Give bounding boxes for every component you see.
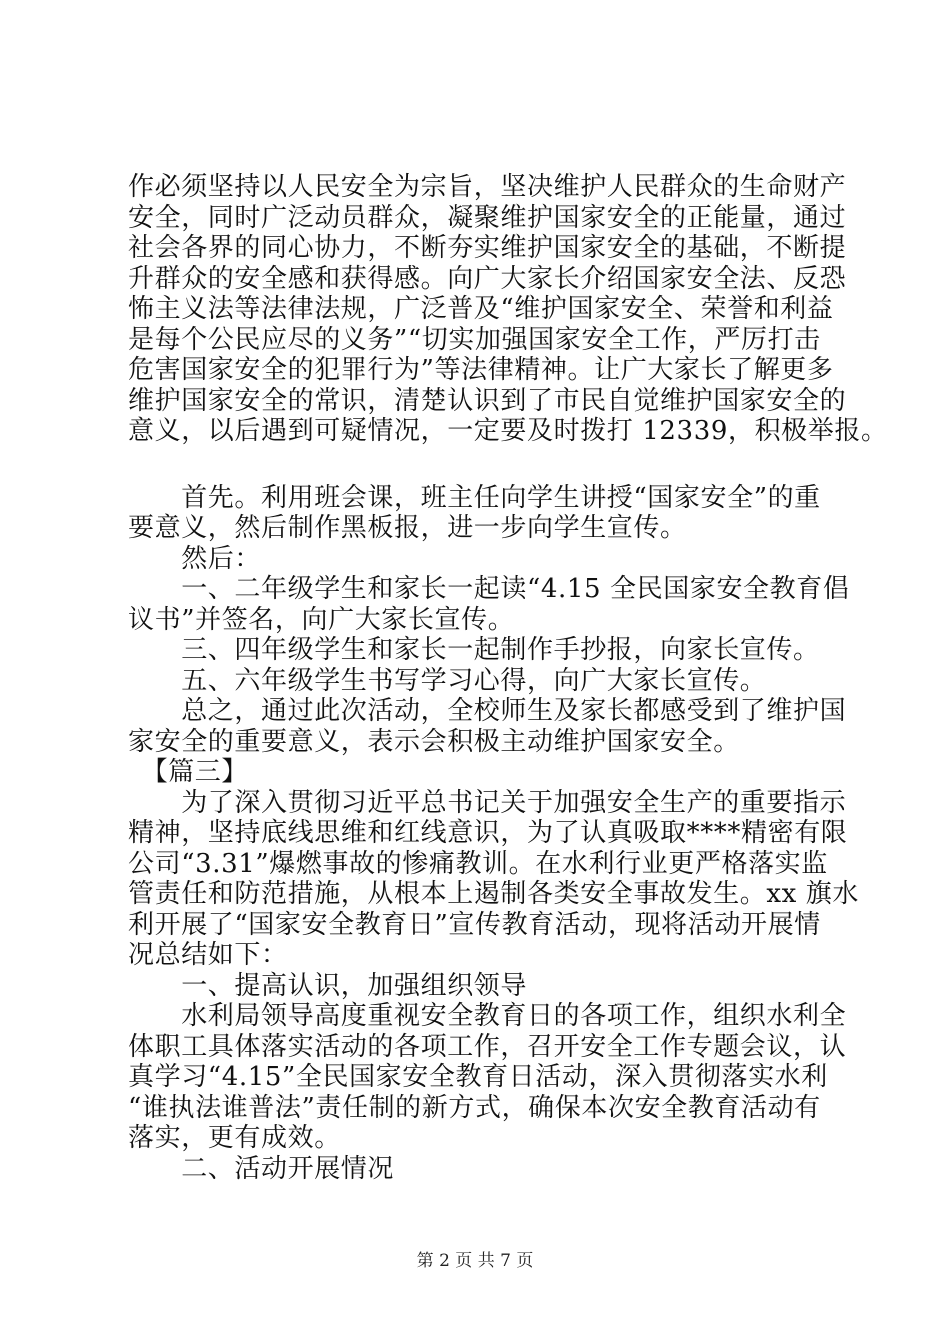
text-line: 精神，坚持底线思维和红线意识，为了认真吸取****精密有限 — [128, 818, 848, 848]
paragraph-block-1 — [128, 172, 888, 447]
text-line: 一、二年级学生和家长一起读“4.15 全民国家安全教育倡 — [128, 574, 850, 604]
text-line: 升群众的安全感和获得感。向广大家长介绍国家安全法、反恐 — [128, 263, 847, 294]
document-body — [128, 172, 888, 1184]
page-number-footer: 第 2 页 共 7 页 — [416, 1251, 534, 1271]
text-line: 五、六年级学生书写学习心得，向广大家长宣传。 — [128, 665, 767, 696]
text-line: 社会各界的同心协力，不断夯实维护国家安全的基础，不断提 — [128, 233, 847, 263]
text-line: 管责任和防范措施，从根本上遏制各类安全事故发生。xx 旗水 — [128, 879, 859, 909]
text-line: 落实，更有成效。 — [128, 1123, 341, 1153]
text-line: 水利局领导高度重视安全教育日的各项工作，组织水利全 — [128, 1001, 847, 1031]
text-line: 要意义，然后制作黑板报，进一步向学生宣传。 — [128, 513, 687, 543]
subsection-heading: 一、提高认识，加强组织领导 — [128, 970, 528, 1001]
text-line: 总之，通过此次活动，全校师生及家长都感受到了维护国 — [128, 696, 847, 726]
text-line: “谁执法谁普法”责任制的新方式，确保本次安全教育活动有 — [128, 1092, 821, 1123]
text-line: 况总结如下： — [128, 940, 288, 970]
paragraph-gap — [128, 447, 828, 483]
text-line: 首先。利用班会课，班主任向学生讲授“国家安全”的重 — [128, 482, 821, 513]
text-line: 公司“3.31”爆燃事故的惨痛教训。在水利行业更严格落实监 — [128, 848, 828, 879]
text-line: 三、四年级学生和家长一起制作手抄报，向家长宣传。 — [128, 635, 820, 665]
text-line: 议书”并签名，向广大家长宣传。 — [128, 604, 515, 635]
paragraph-block-2 — [128, 482, 859, 1185]
text-line: 维护国家安全的常识，清楚认识到了市民自觉维护国家安全的 — [128, 385, 847, 416]
subsection-heading: 二、活动开展情况 — [128, 1153, 395, 1184]
section-heading: 【篇三】 — [128, 757, 249, 787]
text-line: 然后： — [128, 543, 262, 574]
text-line: 家安全的重要意义，表示会积极主动维护国家安全。 — [128, 726, 740, 757]
text-line: 安全，同时广泛动员群众，凝聚维护国家安全的正能量，通过 — [128, 202, 847, 233]
text-line: 体职工具体落实活动的各项工作，召开安全工作专题会议，认 — [128, 1031, 847, 1062]
text-line: 怖主义法等法律法规，广泛普及“维护国家安全、荣誉和利益 — [128, 294, 834, 324]
text-line: 危害国家安全的犯罪行为”等法律精神。让广大家长了解更多 — [128, 355, 834, 385]
text-line: 真学习“4.15”全民国家安全教育日活动，深入贯彻落实水利 — [128, 1062, 828, 1092]
text-line: 是每个公民应尽的义务”“切实加强国家安全工作，严厉打击 — [128, 324, 821, 355]
text-line: 作必须坚持以人民安全为宗旨，坚决维护人民群众的生命财产 — [128, 172, 847, 202]
text-line: 意义，以后遇到可疑情况，一定要及时拨打 12339，积极举报。 — [128, 416, 888, 446]
text-line: 利开展了“国家安全教育日”宣传教育活动，现将活动开展情 — [128, 909, 821, 940]
text-line: 为了深入贯彻习近平总书记关于加强安全生产的重要指示 — [128, 787, 847, 818]
